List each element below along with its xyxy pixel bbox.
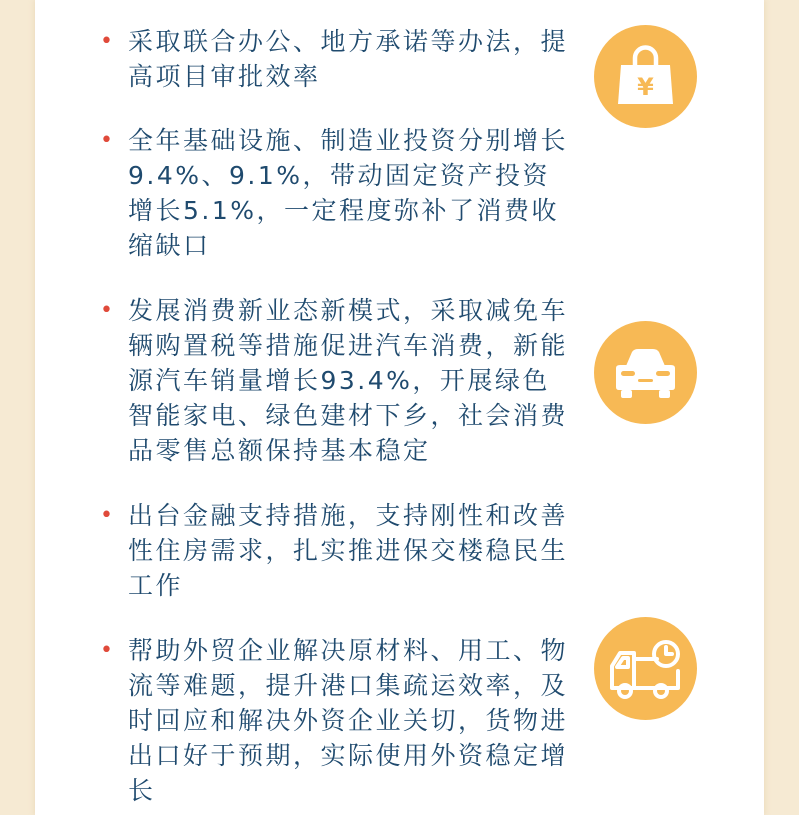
yen-symbol: ¥	[637, 73, 654, 101]
item-text: 发展消费新业态新模式，采取减免车辆购置税等措施促进汽车消费，新能源汽车销量增长93.4%，开展绿色智能家电、绿色建材下乡，社会消费品零售总额保持基本稳定	[128, 296, 569, 465]
shopping-bag-icon	[594, 25, 697, 128]
bullet-dot: •	[100, 128, 116, 153]
car-icon	[594, 321, 697, 424]
list-item	[100, 498, 569, 603]
item-text: 全年基础设施、制造业投资分别增长9.4%、9.1%，带动固定资产投资增长5.1%，一定程度弥补了消费收缩缺口	[128, 126, 569, 260]
list-item	[100, 123, 569, 263]
item-text: 采取联合办公、地方承诺等办法，提高项目审批效率	[128, 27, 569, 91]
delivery-truck-clock-icon	[594, 617, 697, 720]
bullet-dot: •	[100, 638, 116, 663]
item-text: 出台金融支持措施，支持刚性和改善性住房需求，扎实推进保交楼稳民生工作	[128, 501, 569, 600]
list-item	[100, 24, 569, 94]
item-text: 帮助外贸企业解决原材料、用工、物流等难题，提升港口集疏运效率，及时回应和解决外资企业关切，货物进出口好于预期，实际使用外资稳定增长	[128, 636, 569, 805]
list-item	[100, 633, 569, 808]
bullet-dot: •	[100, 298, 116, 323]
bullet-dot: •	[100, 29, 116, 54]
bullet-dot: •	[100, 503, 116, 528]
list-item	[100, 293, 569, 468]
